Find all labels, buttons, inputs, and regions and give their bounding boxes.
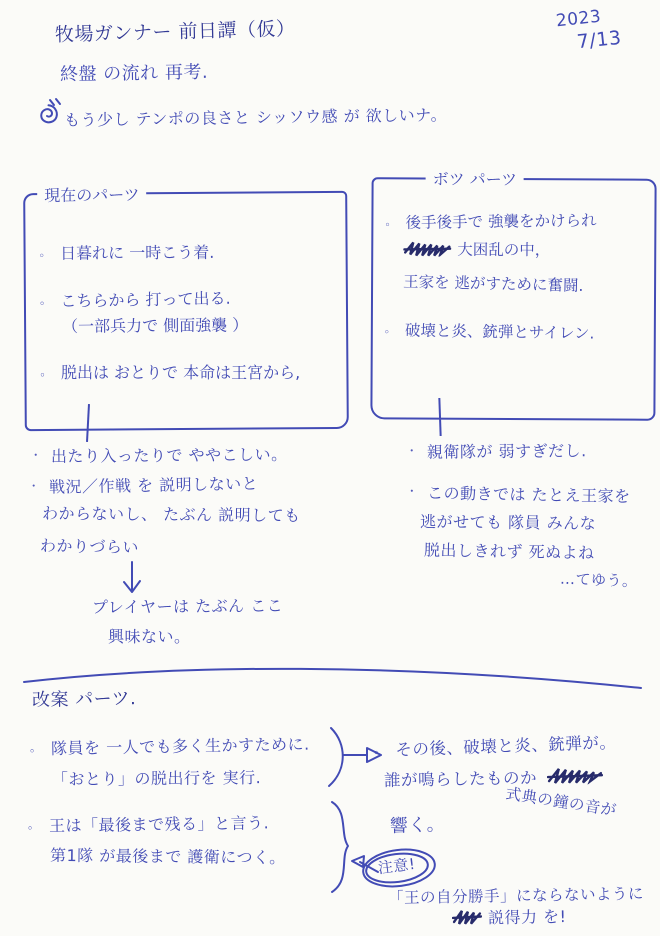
bullet-marker: ・ [405,443,419,458]
date-day: 7/13 [575,26,623,54]
list-item-text: 脱出は おとりで 本命は王宮から, [60,363,301,383]
critique-conclusion: プレイヤーは たぶん ここ [91,596,284,617]
caution-line1: 「王の自分勝手」にならないように [387,884,645,908]
aftermath-line4: 響く。 [389,814,446,837]
list-item-text: （一部兵力で 側面強襲 ） [62,315,249,336]
revision-bullet1-line2: 「おとり」の脱出行を 実行. [51,768,262,789]
bullet-marker: 。 [373,741,387,757]
caution-line2 [452,907,567,928]
curly-brace [324,800,356,894]
critique-text: 戦況／作戦 を 説明しないと [48,473,259,497]
bullet-marker: 。 [39,244,52,260]
list-item [403,270,584,296]
down-arrow-icon [120,560,144,594]
note-title: 牧場ガンナー 前日譚（仮） [54,17,296,47]
revision-bullet2-line1 [28,814,269,836]
bullet-marker: 。 [385,215,397,229]
bullet-marker: 。 [384,322,397,336]
critique-line: 逃がせても 隊員 みんな [419,512,597,533]
current-parts-label: 現在のパーツ [37,182,147,206]
critique-line [406,484,631,506]
rejected-parts-box [370,169,656,420]
critique-text: この動きでは たとえ王家を [426,483,631,506]
list-item [62,313,248,337]
scratched-out-text [547,766,603,785]
list-item [40,360,300,383]
aftermath-line3: 式典の鐘の音が [504,784,618,820]
critique-conclusion: 興味ない。 [108,627,191,646]
bullet-marker: ・ [27,478,41,494]
aftermath-text: 誰が鳴らしたものか [383,768,538,790]
list-item [40,240,215,264]
revision-text: 隊員を 一人でも多く生かすために. [50,734,310,759]
critique-line: 脱出しきれず 死ぬよね [423,540,595,563]
aftermath-line1 [374,734,617,761]
list-item [385,318,595,343]
critique-line [406,442,587,462]
bullet-marker: 。 [40,364,52,379]
bullet-marker: 。 [29,740,43,755]
critique-line: …てゆう。 [559,569,638,591]
list-item [40,286,231,312]
revision-text: 王は「最後まで残る」と言う. [48,813,270,836]
list-item-text: こちらから 打って出る. [60,288,231,311]
critique-line [28,475,258,497]
revision-header: 改案 パーツ. [31,688,137,711]
list-item [385,209,596,234]
list-item-text: 王家を 逃がすために奮闘. [402,272,584,295]
scratched-out-text [452,908,482,926]
list-item-text: 後手後手で 強襲をかけられ [405,211,597,232]
list-item-text: 日暮れに 一時こう着. [60,242,215,263]
aftermath-line2 [384,766,609,791]
critique-text: 親衛隊が 弱すぎだし. [426,441,587,462]
scratched-out-text [403,240,451,256]
date-year: 2023 [554,6,603,32]
bullet-marker: 。 [39,292,52,308]
revision-bullet2-line2: 第1隊 が最後まで 護衛につく。 [49,845,286,868]
current-parts-box [23,185,349,431]
caution-label: 注意! [376,854,417,878]
critique-line: わかりづらい [39,536,140,557]
aftermath-text: その後、破壊と炎、銃弾が。 [395,732,617,760]
list-item-text: 破壊と炎、銃弾とサイレン. [404,321,595,343]
tempo-note: もう少し テンポの良さと シッソウ感 が 欲しいナ。 [63,105,448,130]
list-item-text: 大困乱の中， [457,240,551,260]
bullet-marker: 。 [27,817,41,832]
bullet-marker: ・ [405,484,419,499]
rejected-parts-label: ボツ パーツ [426,167,525,191]
revision-bullet1-line1 [30,736,310,759]
critique-text: 出たり入ったりで ややこしい。 [50,444,288,466]
critique-line: わからないし、 たぶん 説明しても [41,503,301,526]
caution-text: 説得力 を! [487,907,567,928]
note-subtitle: 終盤 の流れ 再考. [59,61,209,86]
critique-line [30,446,288,467]
list-item [403,237,550,260]
spiral-mark-icon [27,96,63,132]
bullet-marker: ・ [29,448,43,463]
